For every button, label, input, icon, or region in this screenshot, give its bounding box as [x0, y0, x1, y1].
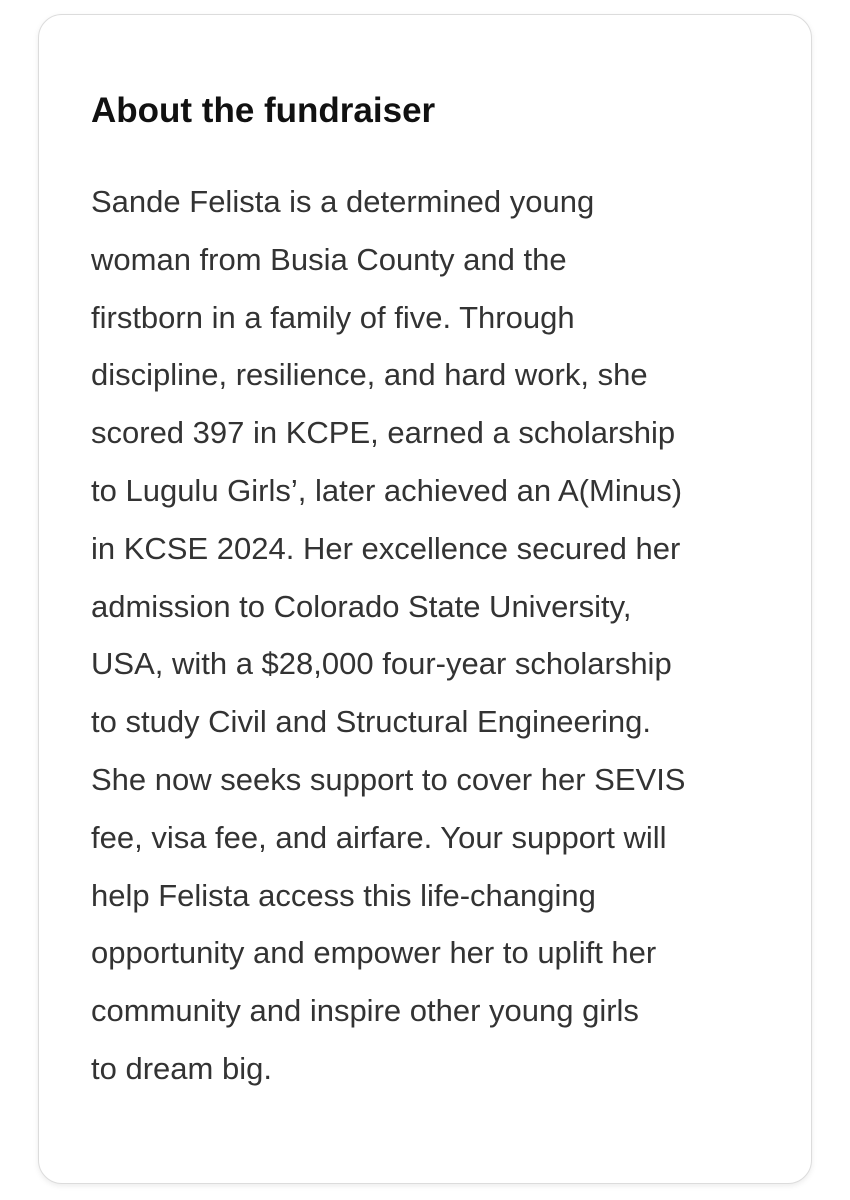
description-line: firstborn in a family of five. Through [91, 299, 575, 335]
description-line: woman from Busia County and the [91, 241, 567, 277]
description-line: discipline, resilience, and hard work, she [91, 357, 648, 393]
description-line: admission to Colorado State University, [91, 588, 632, 624]
description-line: to study Civil and Structural Engineering. [91, 704, 652, 740]
description-line: She now seeks support to cover her SEVIS [91, 761, 686, 797]
description-line: scored 397 in KCPE, earned a scholarship [91, 415, 676, 451]
description-line: to dream big. [91, 1050, 272, 1086]
description-line: help Felista access this life-changing [91, 877, 596, 913]
description-line: fee, visa fee, and airfare. Your support will [91, 819, 667, 855]
description-line: community and inspire other young girls [91, 993, 639, 1029]
section-title: About the fundraiser [91, 91, 436, 130]
description-line: Sande Felista is a determined young [91, 184, 595, 219]
fundraiser-description [91, 173, 771, 1098]
about-fundraiser-card [38, 14, 812, 1184]
description-line: to Lugulu Girls’, later achieved an A(Minus) [91, 472, 683, 508]
description-line: opportunity and empower her to uplift her [91, 935, 657, 971]
description-line: in KCSE 2024. Her excellence secured her [91, 530, 681, 566]
description-line: USA, with a $28,000 four-year scholarship [91, 646, 672, 682]
